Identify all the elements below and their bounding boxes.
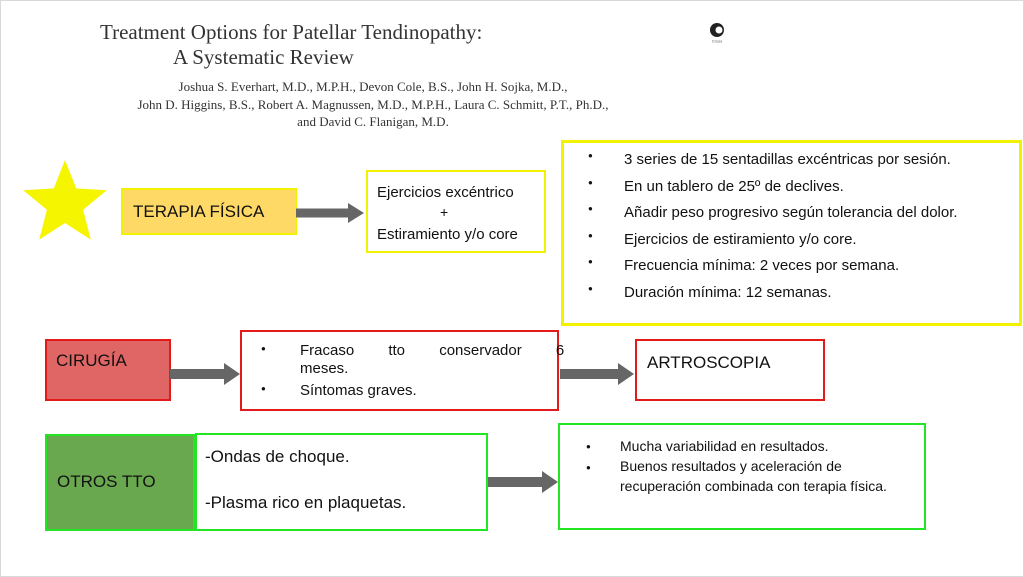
title-line-2: A Systematic Review xyxy=(173,45,354,69)
logo-caption: Cross xyxy=(711,38,723,44)
paper-title xyxy=(100,20,660,70)
fisica-detail-4: ● Ejercicios de estiramiento y/o core. xyxy=(588,231,958,258)
crossmark-logo xyxy=(708,22,726,44)
arrow-fisica-1 xyxy=(296,202,366,224)
fisica-detail-6: ● Duración mínima: 12 semanas. xyxy=(588,284,958,311)
authors-line-3: and David C. Flanigan, M.D. xyxy=(297,114,449,129)
title-line-1: Treatment Options for Patellar Tendinopathy: xyxy=(100,20,483,44)
fisica-detail-5: ● Frecuencia mínima: 2 veces por semana. xyxy=(588,257,958,284)
terapia-fisica-box xyxy=(121,188,297,235)
cirugia-label: CIRUGÍA xyxy=(56,351,127,370)
fisica-detail-2: ● En un tablero de 25º de declives. xyxy=(588,178,958,205)
otros-tto-label: OTROS TTO xyxy=(57,472,156,491)
cirugia-indications-box: ● Fracaso tto conservador 6 meses. ● Síntomas graves. xyxy=(240,330,559,411)
indication-1-line-2: meses. xyxy=(300,360,349,377)
cirugia-box xyxy=(45,339,171,401)
arrow-cirugia-2 xyxy=(560,362,636,386)
otros-results-box: ● Mucha variabilidad en resultados. ● Buenos resultados y aceleración de recuperación combinada con terapia física. xyxy=(558,423,926,530)
ejercicios-box xyxy=(366,170,546,253)
fisica-detail-3: ● Añadir peso progresivo según tolerancia del dolor. xyxy=(588,204,958,231)
star-icon xyxy=(0,158,120,248)
indication-1-line-1: Fracaso tto conservador 6 xyxy=(300,342,565,359)
bullet-icon: ● xyxy=(586,463,591,472)
ejercicios-plus: + xyxy=(440,204,449,220)
option-ondas: -Ondas de choque. xyxy=(205,447,350,466)
authors-line-1: Joshua S. Everhart, M.D., M.P.H., Devon Cole, B.S., John H. Sojka, M.D., xyxy=(178,79,568,94)
terapia-fisica-label: TERAPIA FÍSICA xyxy=(133,202,265,221)
authors-line-2: John D. Higgins, B.S., Robert A. Magnussen, M.D., M.P.H., Laura C. Schmitt, P.T., Ph.D., xyxy=(137,96,609,112)
otros-tto-box xyxy=(45,434,195,531)
fisica-details-box xyxy=(561,140,1022,326)
artroscopia-box xyxy=(635,339,825,401)
bullet-icon: ● xyxy=(261,344,266,353)
arrow-cirugia-1 xyxy=(170,362,242,386)
option-plasma: -Plasma rico en plaquetas. xyxy=(205,493,407,512)
fisica-details-list xyxy=(588,151,958,310)
arrow-otros-1 xyxy=(488,470,560,494)
paper-authors xyxy=(18,78,728,131)
fisica-detail-1: ● 3 series de 15 sentadillas excéntricas por sesión. xyxy=(588,151,958,178)
ejercicios-line-2: Estiramiento y/o core xyxy=(377,226,518,243)
bullet-icon: ● xyxy=(586,442,591,451)
artroscopia-label: ARTROSCOPIA xyxy=(647,353,771,372)
ejercicios-line-1: Ejercicios excéntrico xyxy=(377,184,514,201)
bullet-icon: ● xyxy=(261,384,266,393)
otros-options-box xyxy=(195,433,488,531)
